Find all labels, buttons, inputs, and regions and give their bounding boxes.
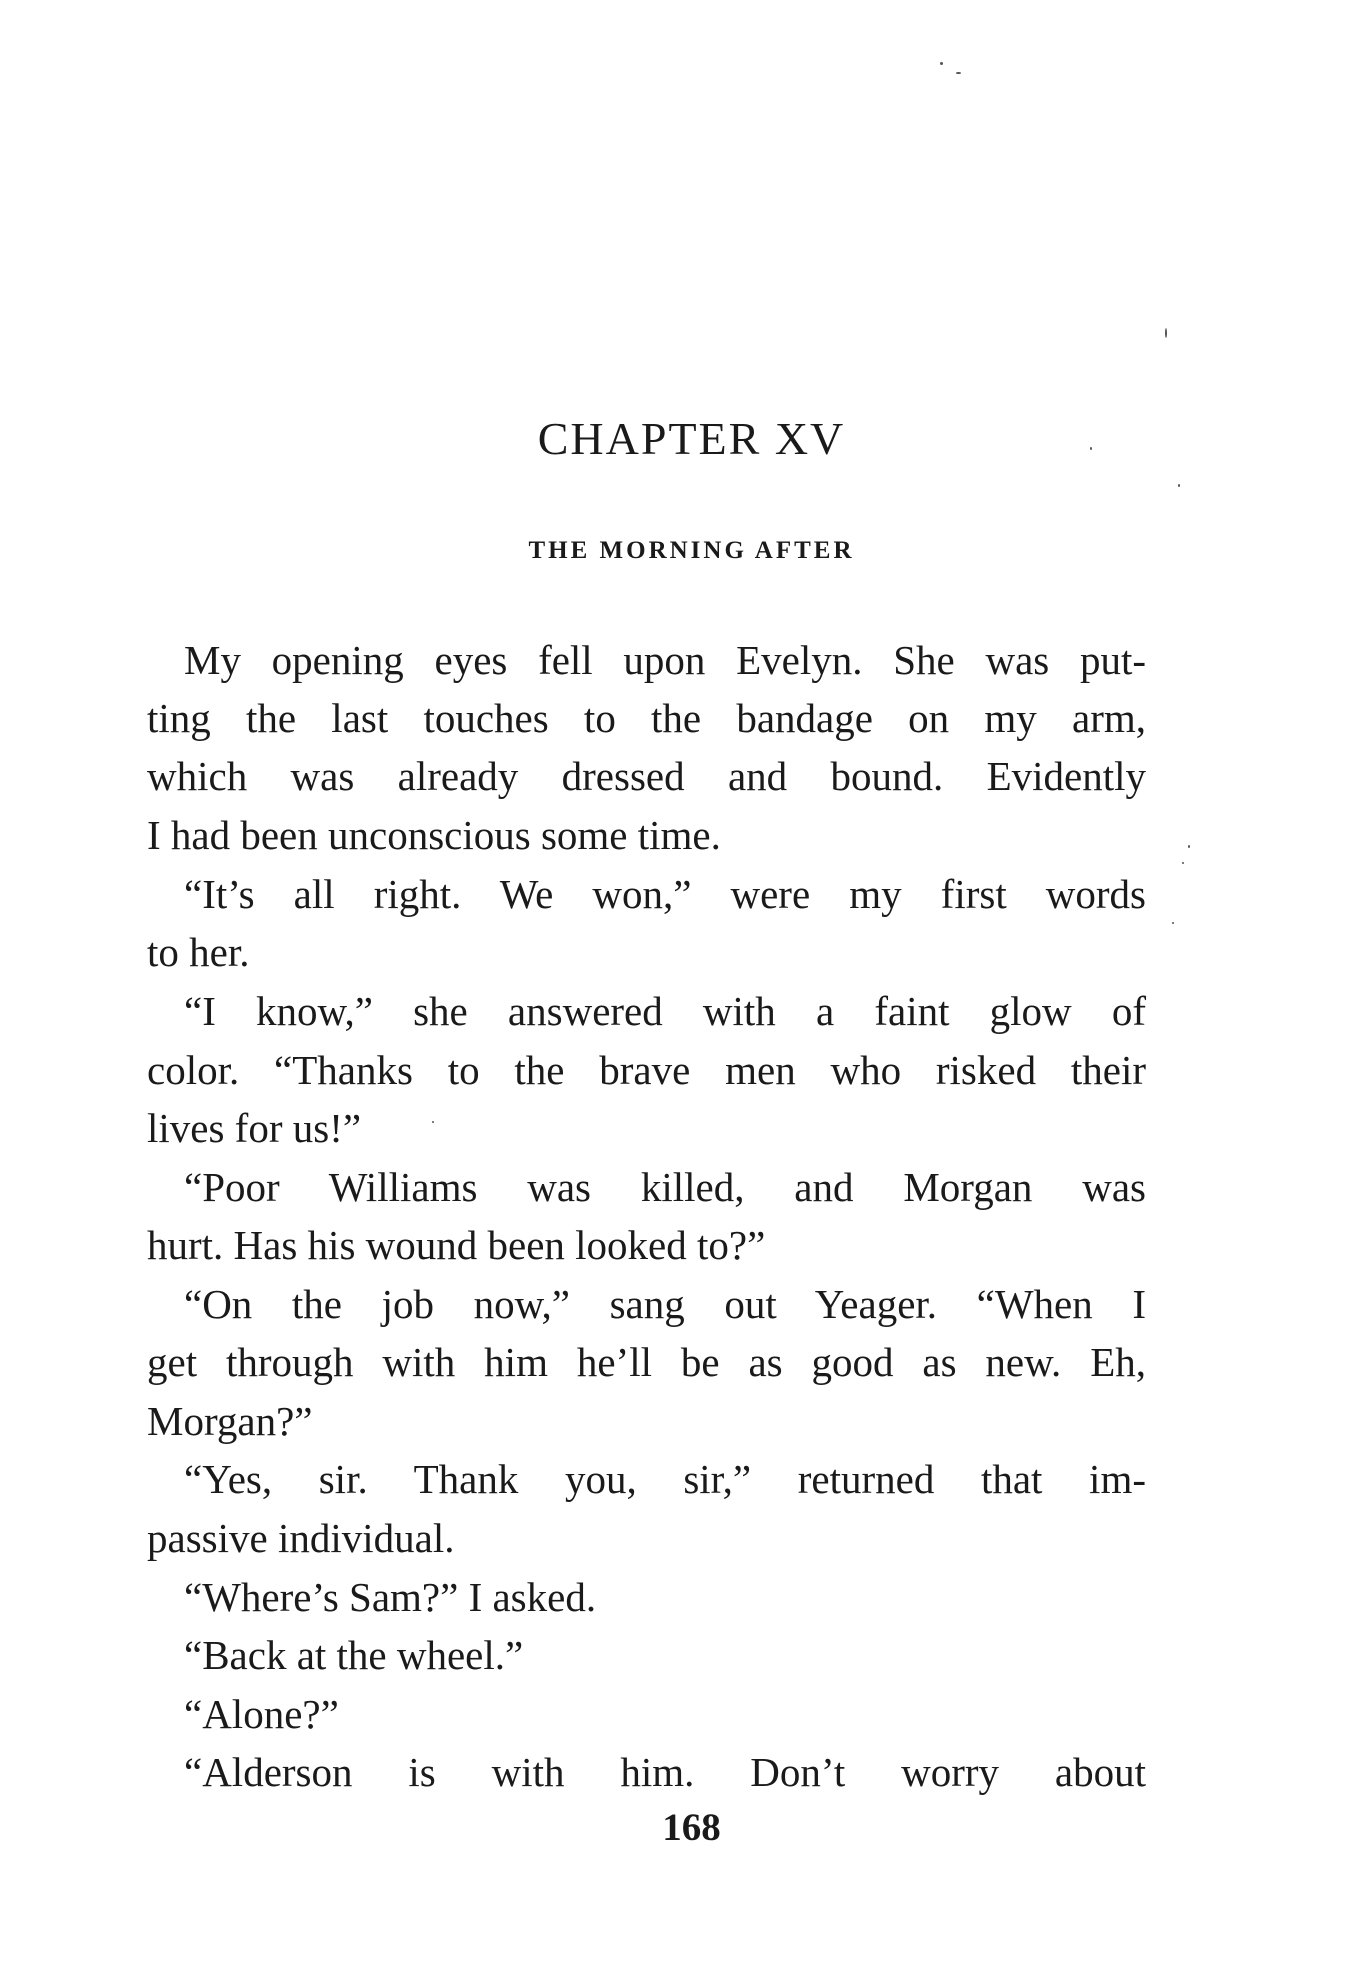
text-line: “It’s all right. We won,” were my first words — [184, 871, 1146, 917]
text-line: passive individual. — [147, 1515, 455, 1561]
scan-speck — [1188, 845, 1190, 848]
text-line: “Alone?” — [184, 1691, 339, 1737]
text-line: get through with him he’ll be as good as new. Eh, — [147, 1339, 1146, 1385]
text-line: “Alderson is with him. Don’t worry about — [184, 1749, 1146, 1795]
scan-speck — [1090, 447, 1092, 450]
scan-speck — [940, 62, 943, 65]
scan-speck — [956, 72, 961, 74]
text-line: hurt. Has his wound been looked to?” — [147, 1222, 766, 1268]
text-line: to her. — [147, 929, 250, 975]
text-line: color. “Thanks to the brave men who risked their — [147, 1047, 1146, 1093]
text-line: “Back at the wheel.” — [184, 1632, 524, 1678]
text-line: ting the last touches to the bandage on my arm, — [147, 695, 1146, 741]
text-line: “On the job now,” sang out Yeager. “When I — [184, 1281, 1146, 1327]
page-number: 168 — [662, 1806, 721, 1849]
text-line: “Poor Williams was killed, and Morgan was — [184, 1164, 1146, 1210]
text-line: I had been unconscious some time. — [147, 812, 721, 858]
scan-speck — [1172, 922, 1174, 924]
text-line: which was already dressed and bound. Evidently — [147, 753, 1146, 799]
chapter-heading: CHAPTER XV — [537, 413, 846, 464]
text-line: “Yes, sir. Thank you, sir,” returned that im- — [184, 1456, 1146, 1502]
text-line: My opening eyes fell upon Evelyn. She was put- — [184, 637, 1146, 683]
scan-speck — [432, 1121, 434, 1123]
chapter-subtitle: THE MORNING AFTER — [528, 537, 855, 564]
scan-speck — [1178, 484, 1180, 487]
text-line: Morgan?” — [147, 1398, 313, 1444]
text-line: “I know,” she answered with a faint glow of — [184, 988, 1146, 1034]
scan-speck — [1182, 862, 1184, 864]
text-line: lives for us!” — [147, 1105, 362, 1151]
text-line: “Where’s Sam?” I asked. — [184, 1574, 597, 1620]
scan-speck — [1165, 328, 1167, 338]
